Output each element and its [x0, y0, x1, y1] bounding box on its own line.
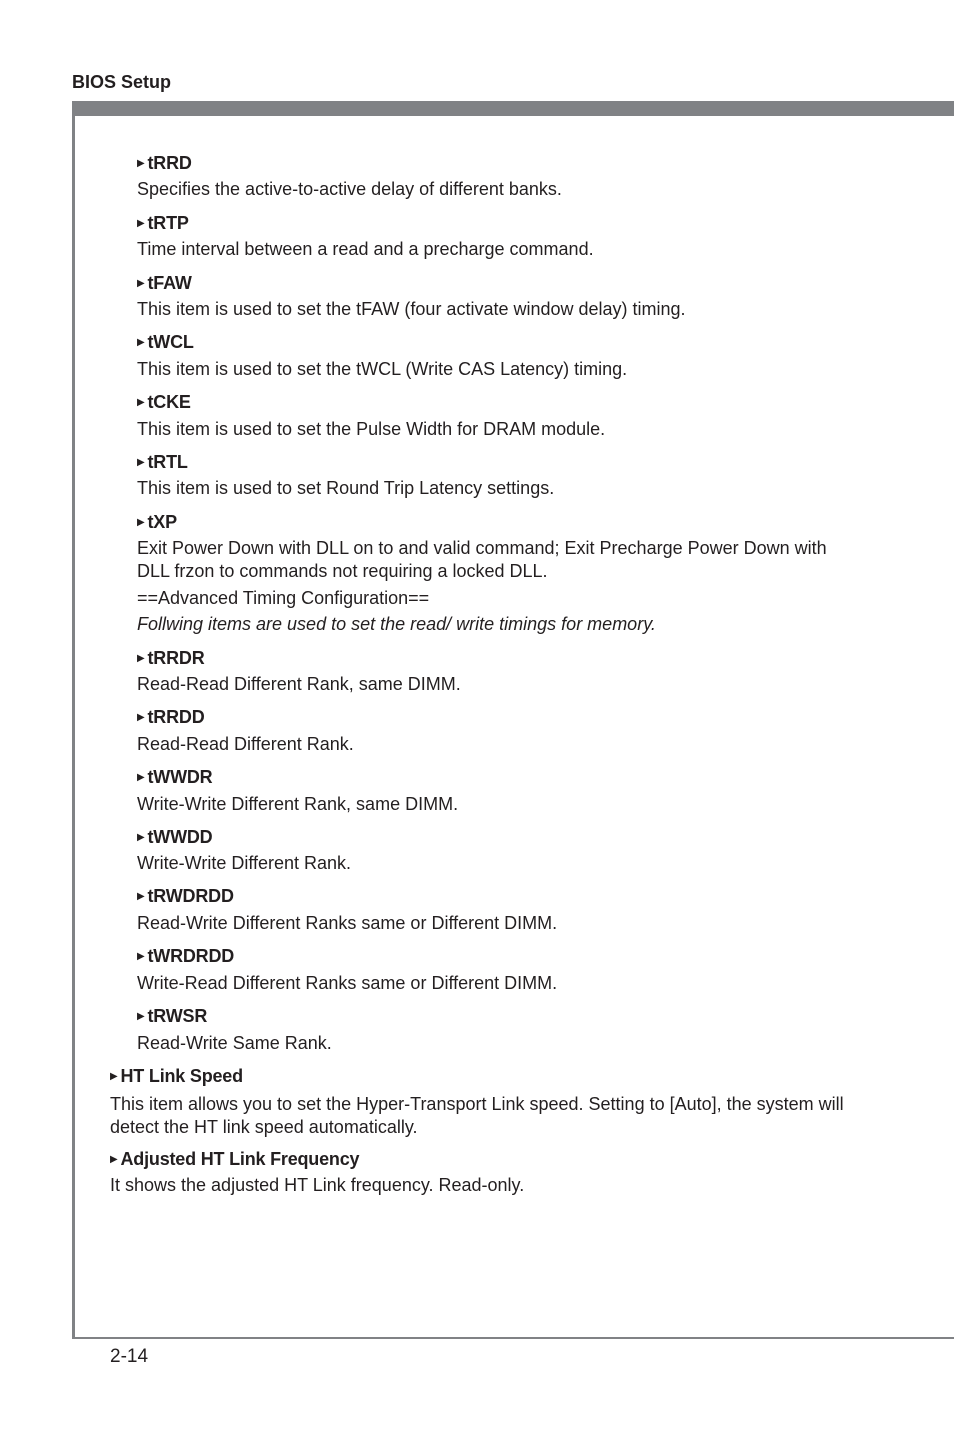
triangle-right-icon: ▶	[110, 1154, 118, 1165]
item-desc-tcke: This item is used to set the Pulse Width for DRAM module.	[137, 419, 606, 439]
item-desc-trwdrdd: Read-Write Different Ranks same or Different DIMM.	[137, 913, 558, 933]
triangle-right-icon: ▶	[137, 653, 145, 664]
item-title-trrdr: ▶ tRRDR	[137, 648, 205, 668]
page-header-title: BIOS Setup	[72, 72, 172, 92]
item-desc-trrdd: Read-Read Different Rank.	[137, 734, 354, 754]
item-title-tfaw: ▶ tFAW	[137, 273, 192, 293]
item-desc-tfaw: This item is used to set the tFAW (four activate window delay) timing.	[137, 299, 686, 319]
header-bar	[72, 101, 954, 116]
item-desc-twwdd: Write-Write Different Rank.	[137, 853, 352, 873]
triangle-right-icon: ▶	[137, 457, 145, 468]
item-title-trtl: ▶ tRTL	[137, 452, 188, 472]
item-title-adjusted-ht-link-frequency: ▶ Adjusted HT Link Frequency	[110, 1149, 360, 1169]
item-title-twwdd: ▶ tWWDD	[137, 827, 213, 847]
bottom-border	[72, 1337, 954, 1339]
item-desc-txp: Exit Power Down with DLL on to and valid command; Exit Precharge Power Down with DLL frzon to commands not requiring a locked DLL.	[137, 538, 827, 581]
advanced-heading: ==Advanced Timing Configuration==	[137, 588, 430, 608]
item-desc-trrd: Specifies the active-to-active delay of different banks.	[137, 179, 562, 199]
item-title-trtp: ▶ tRTP	[137, 213, 189, 233]
item-desc-twwdr: Write-Write Different Rank, same DIMM.	[137, 794, 459, 814]
item-title-trrd: ▶ tRRD	[137, 153, 192, 173]
item-desc-twrdrdd: Write-Read Different Ranks same or Different DIMM.	[137, 973, 558, 993]
item-title-ht-link-speed: ▶ HT Link Speed	[110, 1066, 243, 1086]
triangle-right-icon: ▶	[137, 158, 145, 169]
page-number: 2-14	[110, 1346, 149, 1367]
item-title-trrdd: ▶ tRRDD	[137, 707, 205, 727]
item-desc-twcl: This item is used to set the tWCL (Write CAS Latency) timing.	[137, 359, 628, 379]
triangle-right-icon: ▶	[137, 517, 145, 528]
item-title-trwsr: ▶ tRWSR	[137, 1006, 208, 1026]
item-title-tcke: ▶ tCKE	[137, 392, 191, 412]
item-title-twcl: ▶ tWCL	[137, 332, 194, 352]
item-desc-adjusted-ht-link-frequency: It shows the adjusted HT Link frequency. Read-only.	[110, 1175, 525, 1195]
triangle-right-icon: ▶	[137, 397, 145, 408]
item-title-twwdr: ▶ tWWDR	[137, 767, 213, 787]
item-desc-trtl: This item is used to set Round Trip Latency settings.	[137, 478, 555, 498]
advanced-note: Follwing items are used to set the read/ write timings for memory.	[137, 614, 656, 634]
triangle-right-icon: ▶	[137, 951, 145, 962]
triangle-right-icon: ▶	[137, 337, 145, 348]
triangle-right-icon: ▶	[137, 1011, 145, 1022]
item-title-txp: ▶ tXP	[137, 512, 177, 532]
triangle-right-icon: ▶	[137, 832, 145, 843]
triangle-right-icon: ▶	[110, 1071, 118, 1082]
item-title-trwdrdd: ▶ tRWDRDD	[137, 886, 234, 906]
triangle-right-icon: ▶	[137, 278, 145, 289]
item-desc-trtp: Time interval between a read and a precharge command.	[137, 239, 594, 259]
item-title-twrdrdd: ▶ tWRDRDD	[137, 946, 235, 966]
triangle-right-icon: ▶	[137, 712, 145, 723]
left-border	[72, 101, 75, 1339]
item-desc-trwsr: Read-Write Same Rank.	[137, 1033, 332, 1053]
triangle-right-icon: ▶	[137, 218, 145, 229]
item-desc-trrdr: Read-Read Different Rank, same DIMM.	[137, 674, 461, 694]
item-desc-ht-link-speed: This item allows you to set the Hyper-Transport Link speed. Setting to [Auto], the system will detect the HT link speed automatically.	[110, 1094, 844, 1137]
triangle-right-icon: ▶	[137, 772, 145, 783]
triangle-right-icon: ▶	[137, 891, 145, 902]
